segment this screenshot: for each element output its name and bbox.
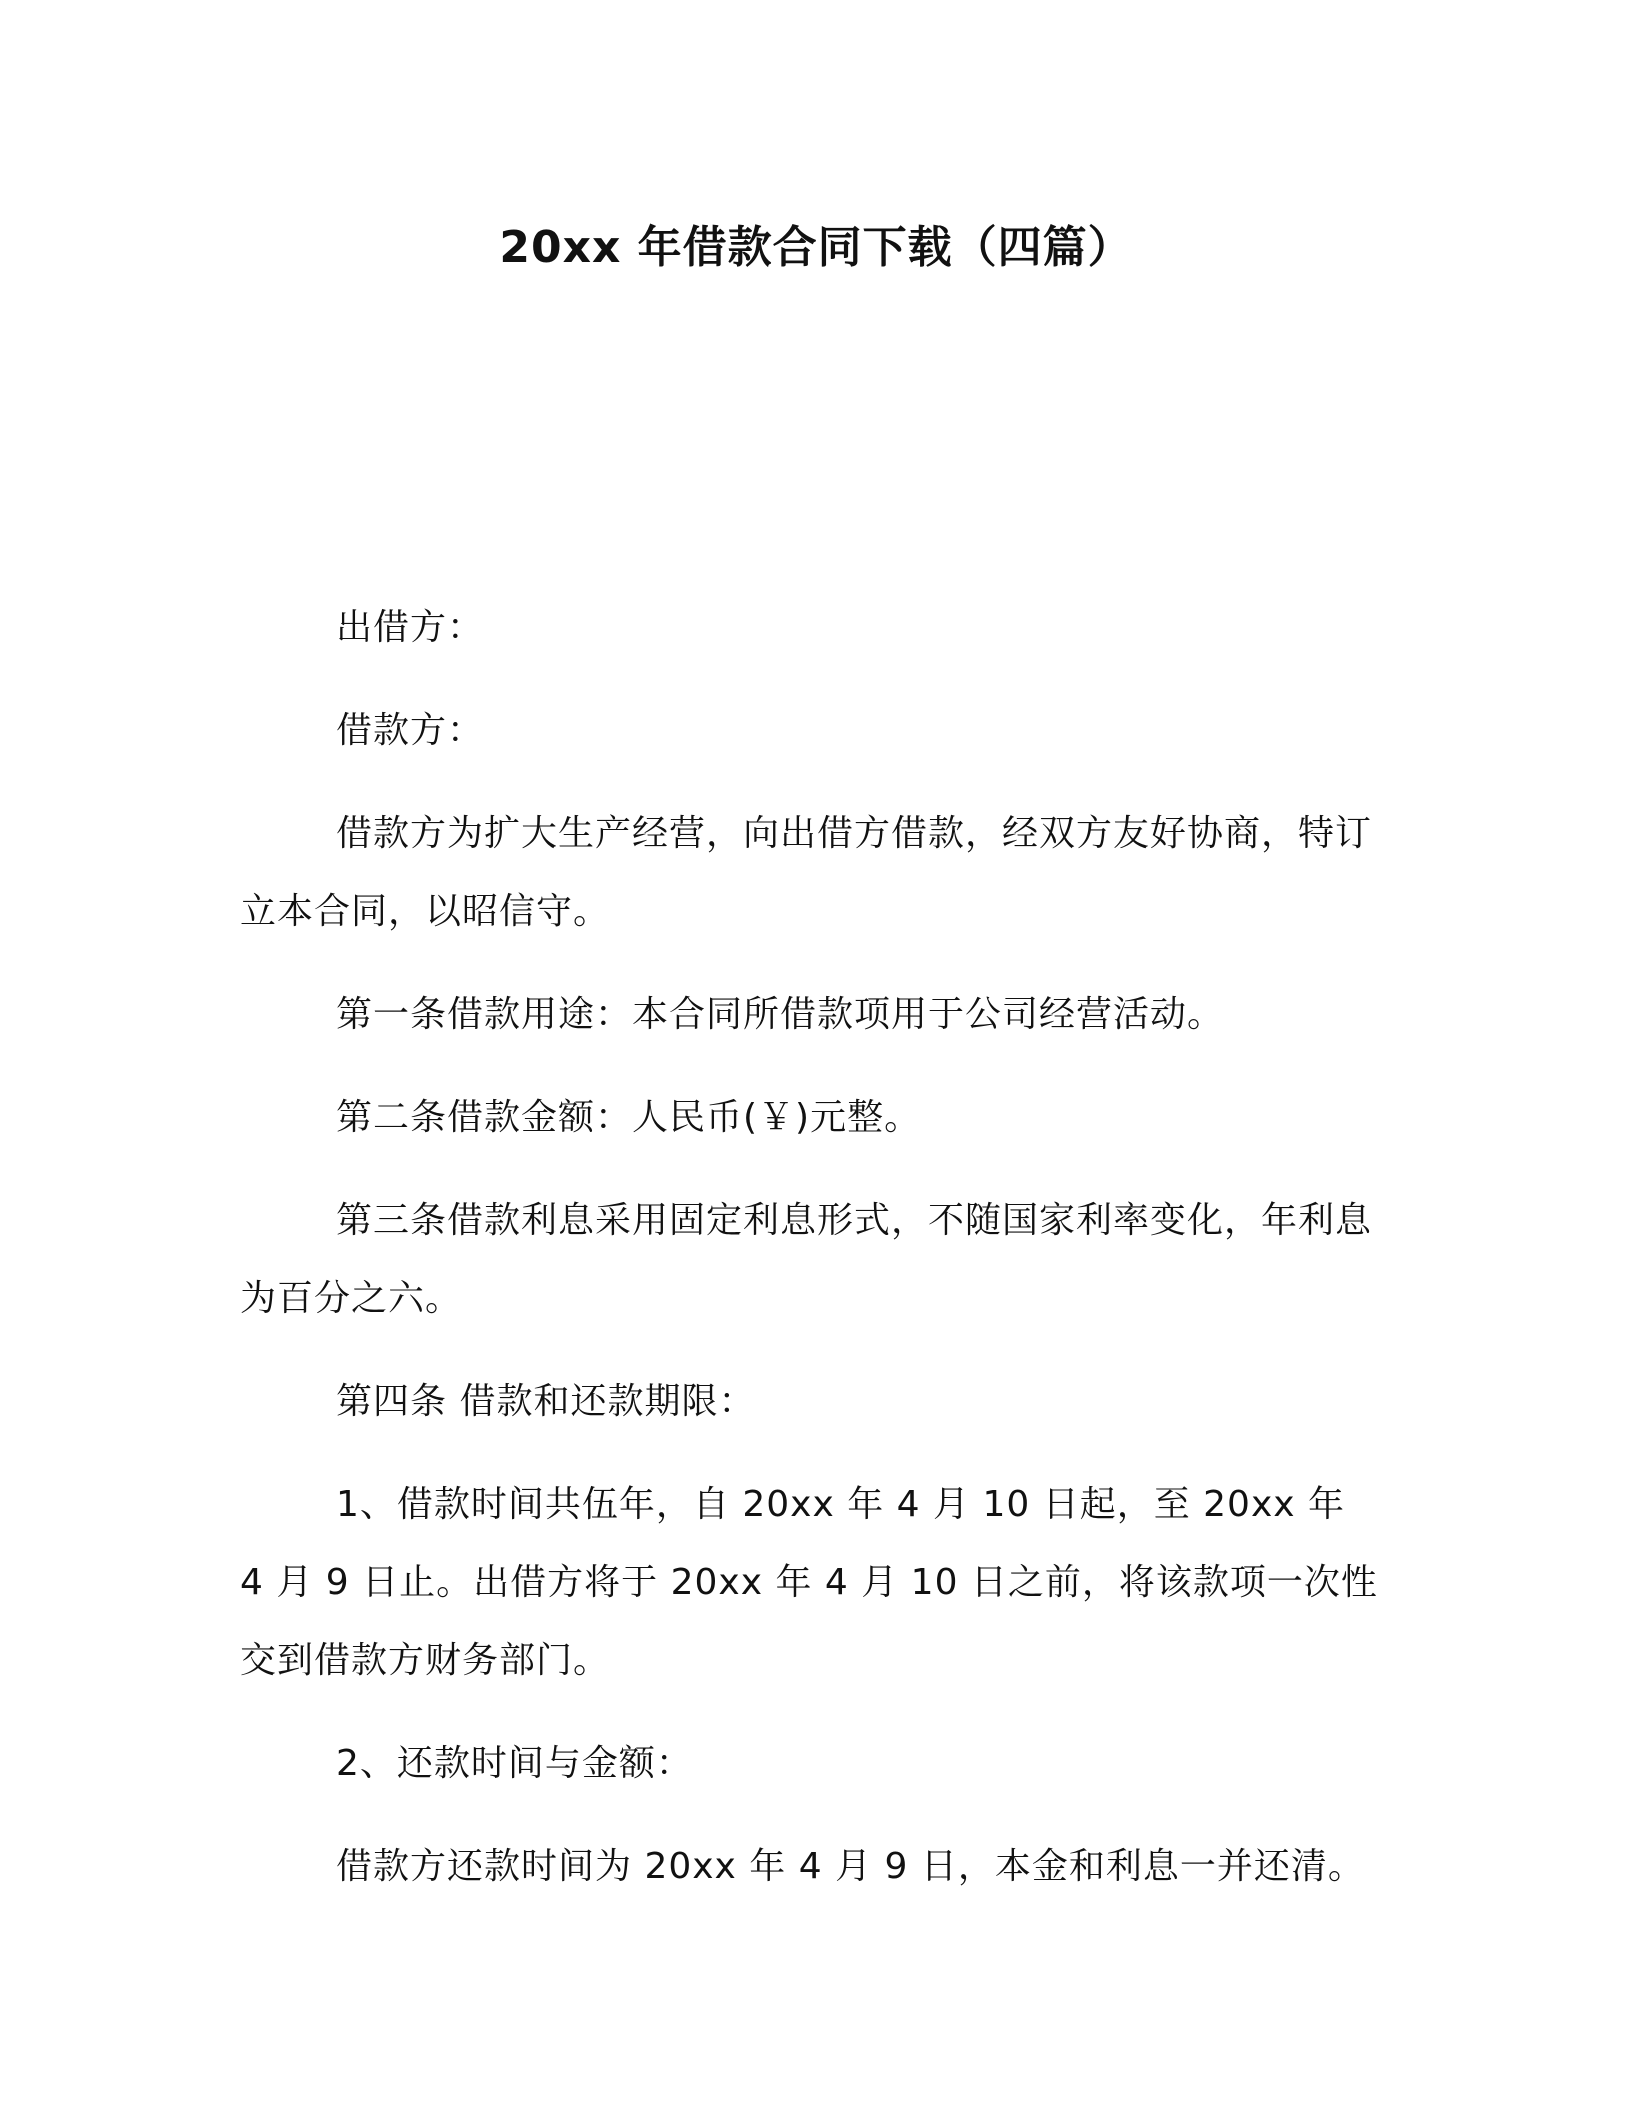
paragraph-article-4: 第四条 借款和还款期限：: [336, 1381, 756, 1422]
paragraph-clause-2: 2、还款时间与金额：: [336, 1743, 693, 1784]
paragraph-repayment: 借款方还款时间为 20xx 年 4 月 9 日，本金和利息一并还清。: [336, 1846, 1365, 1887]
document-title: 20xx 年借款合同下载（四篇）: [499, 222, 1133, 273]
paragraph-borrower: 借款方：: [336, 710, 485, 751]
paragraph-clause-1: 1、借款时间共伍年，自 20xx 年 4 月 10 日起，至 20xx 年 4 月 9 日止。出借方将于 20xx 年 4 月 10 日之前，将该款项一次性交到借款方财务部门。: [240, 1484, 1378, 1681]
paragraph-article-2: 第二条借款金额：人民币(￥)元整。: [336, 1097, 922, 1138]
paragraph-article-3: 第三条借款利息采用固定利息形式，不随国家利率变化，年利息为百分之六。: [240, 1200, 1373, 1319]
paragraph-lender: 出借方：: [336, 607, 485, 648]
paragraph-preamble: 借款方为扩大生产经营，向出借方借款，经双方友好协商，特订立本合同，以昭信守。: [240, 813, 1373, 932]
paragraph-article-1: 第一条借款用途：本合同所借款项用于公司经营活动。: [336, 994, 1225, 1035]
